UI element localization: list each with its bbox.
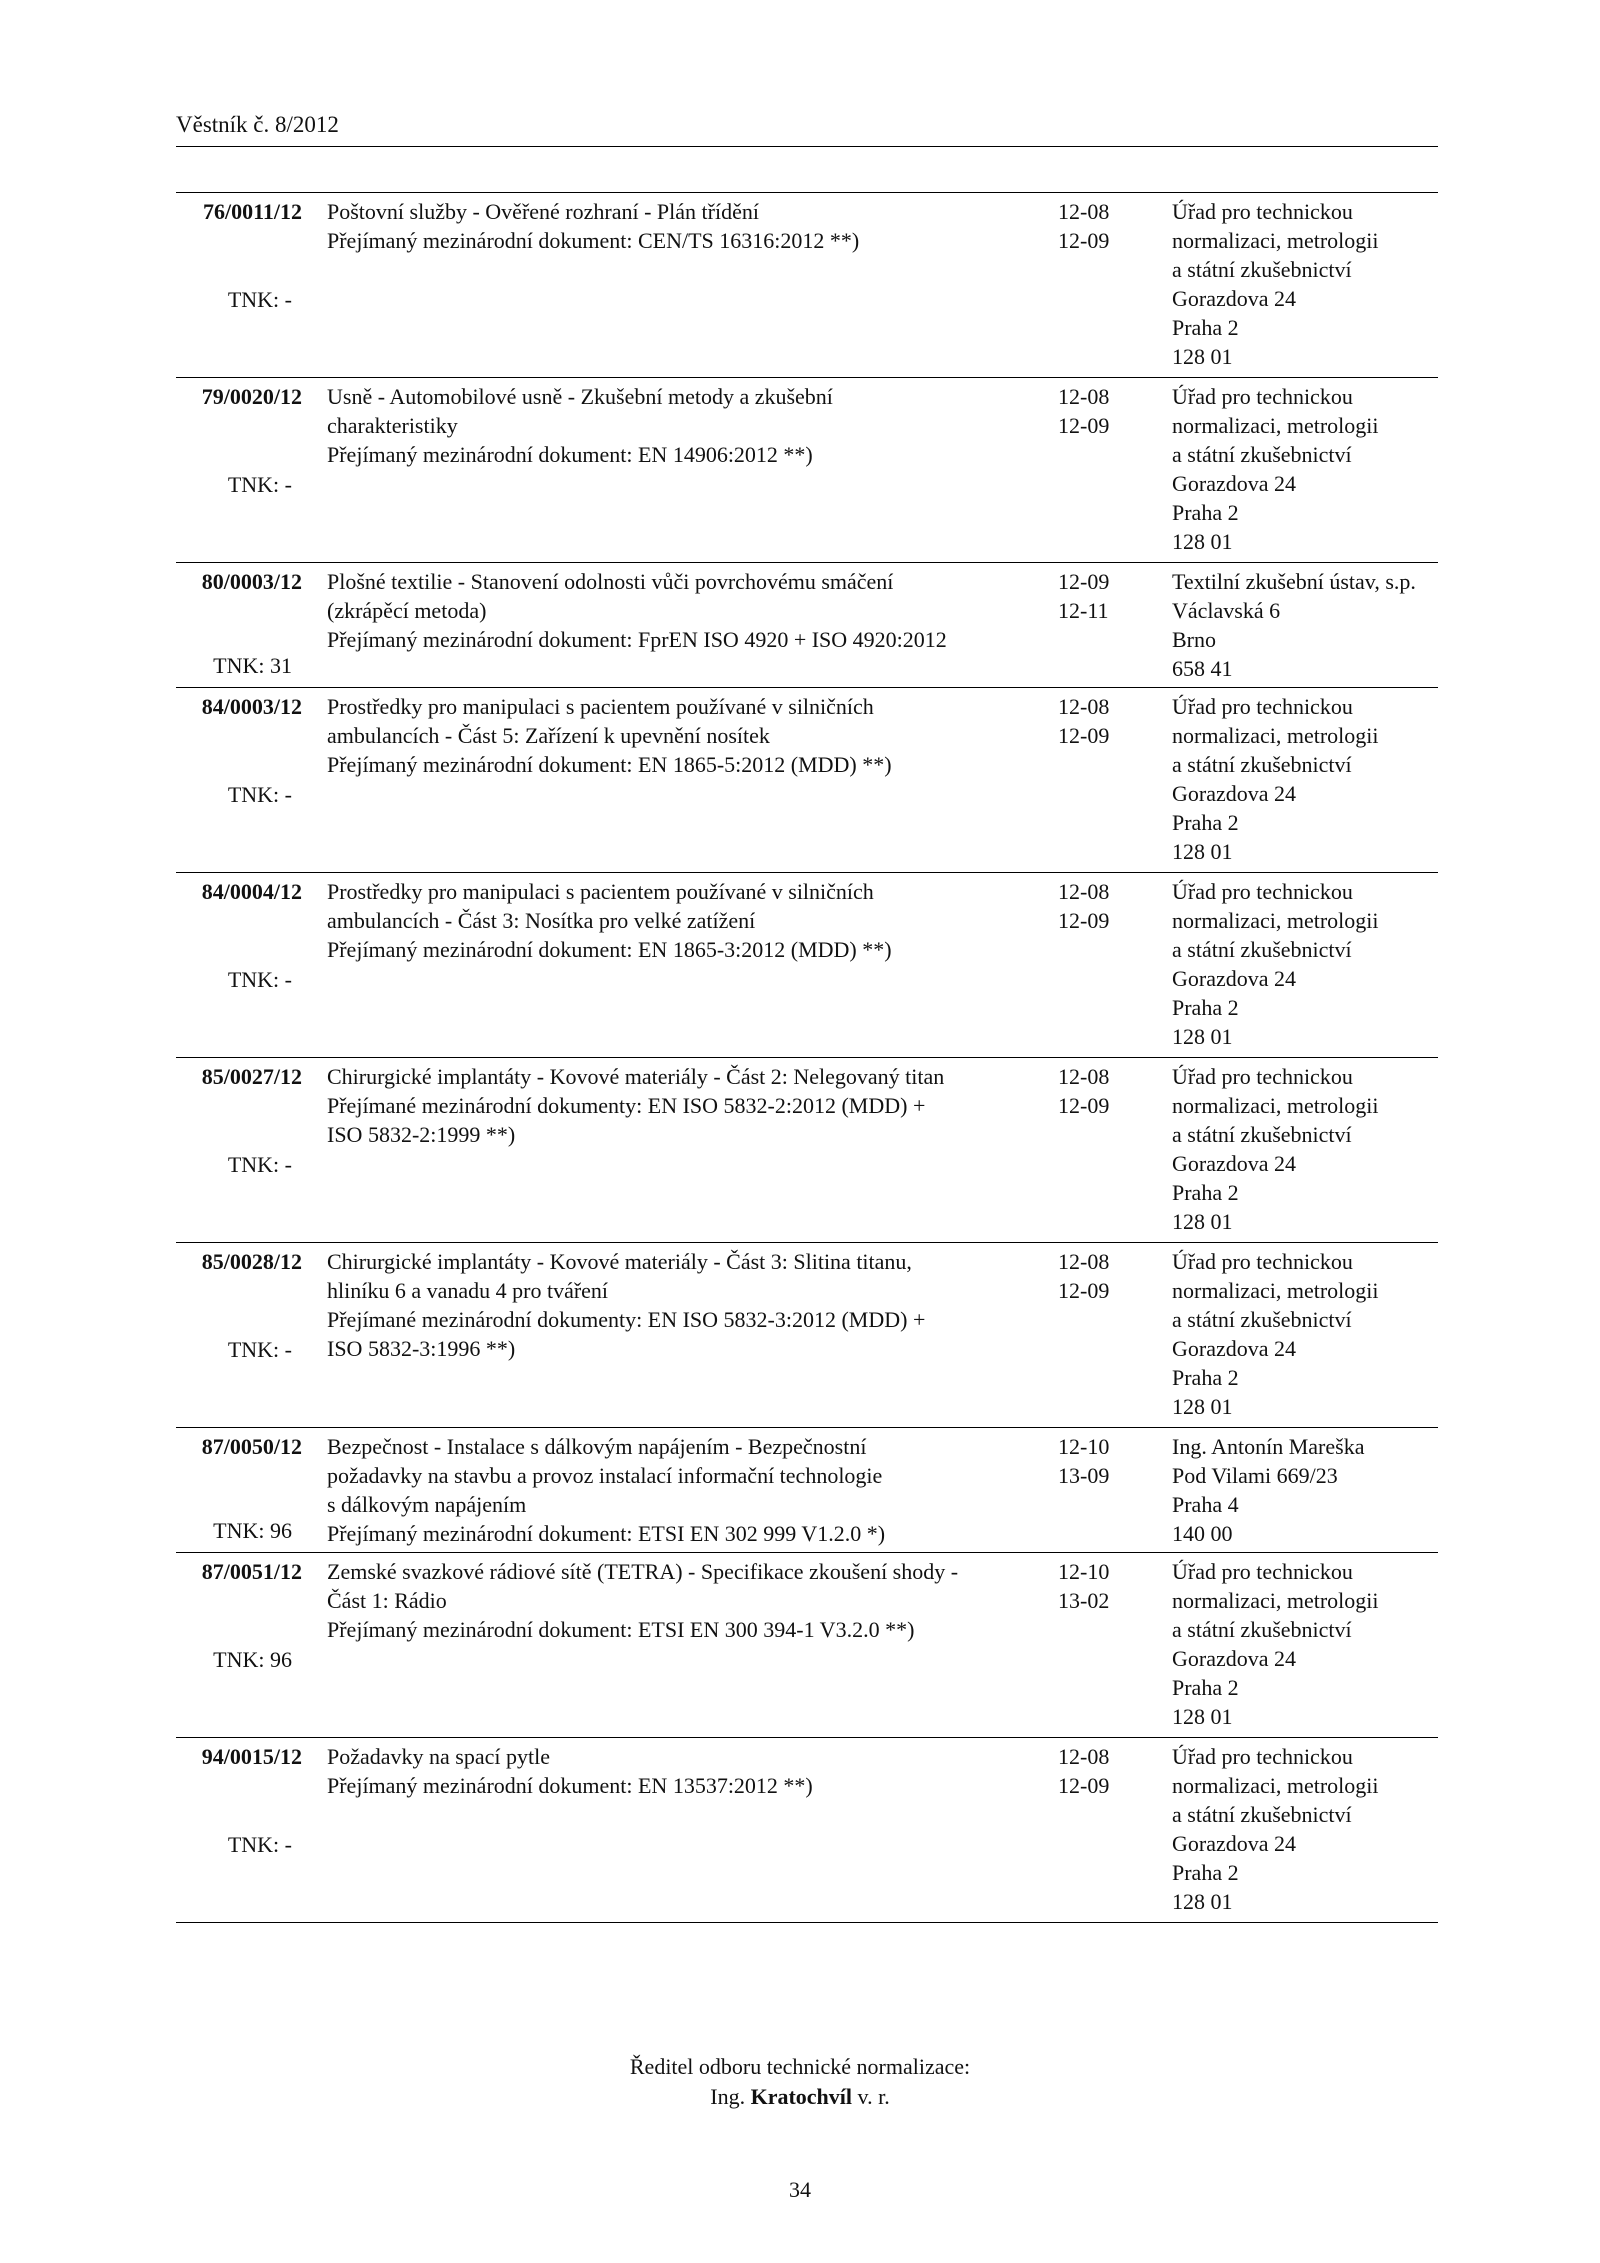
organization-line: Gorazdova 24	[1172, 1831, 1297, 1856]
standard-title-line: Přejímaný mezinárodní dokument: ETSI EN 302 999 V1.2.0 *)	[327, 1521, 886, 1546]
date-line: 12-09	[1058, 569, 1110, 594]
organization-line: Textilní zkušební ústav, s.p.	[1172, 569, 1416, 594]
organization-line: Úřad pro technickou	[1172, 694, 1353, 719]
tnk-label: TNK: -	[227, 782, 292, 807]
standard-title-line: Prostředky pro manipulaci s pacientem používané v silničních	[327, 879, 874, 904]
standard-title-line: Přejímané mezinárodní dokumenty: EN ISO 5832-2:2012 (MDD) +	[327, 1093, 926, 1118]
standard-title-line: Usně - Automobilové usně - Zkušební metody a zkušební	[327, 384, 833, 409]
standard-code: 85/0028/12	[201, 1249, 302, 1274]
organization-line: Praha 4	[1172, 1492, 1239, 1517]
date-line: 12-08	[1058, 1249, 1110, 1274]
organization-line: Gorazdova 24	[1172, 1151, 1297, 1176]
standard-title-line: Přejímaný mezinárodní dokument: FprEN ISO 4920 + ISO 4920:2012	[327, 627, 947, 652]
org-cell	[1172, 1062, 1438, 1236]
organization-line: Václavská 6	[1172, 598, 1281, 623]
organization-line: 128 01	[1172, 839, 1233, 864]
org-cell	[1172, 1247, 1438, 1421]
organization-line: normalizaci, metrologii	[1172, 1278, 1379, 1303]
organization-line: normalizaci, metrologii	[1172, 1588, 1379, 1613]
title-cell	[327, 567, 947, 654]
organization-line: a státní zkušebnictví	[1172, 1802, 1352, 1827]
organization-line: Úřad pro technickou	[1172, 384, 1353, 409]
dates-cell	[1058, 692, 1128, 750]
organization-line: Praha 2	[1172, 810, 1239, 835]
date-line: 12-08	[1058, 694, 1110, 719]
tnk-label: TNK: -	[227, 967, 292, 992]
standard-title-line: Požadavky na spací pytle	[327, 1744, 550, 1769]
dates-cell	[1058, 1557, 1128, 1615]
tnk-label: TNK: 96	[213, 1647, 292, 1672]
signature-name	[0, 2082, 1600, 2111]
org-cell	[1172, 1742, 1438, 1916]
organization-line: Praha 2	[1172, 1365, 1239, 1390]
title-cell	[327, 1247, 926, 1363]
organization-line: 128 01	[1172, 1394, 1233, 1419]
standard-title-line: Zemské svazkové rádiové sítě (TETRA) - Specifikace zkoušení shody -	[327, 1559, 959, 1584]
date-line: 12-09	[1058, 723, 1110, 748]
organization-line: normalizaci, metrologii	[1172, 723, 1379, 748]
title-cell	[327, 692, 892, 779]
organization-line: Praha 2	[1172, 995, 1239, 1020]
title-cell	[327, 1062, 945, 1149]
organization-line: Úřad pro technickou	[1172, 1249, 1353, 1274]
dates-cell	[1058, 877, 1128, 935]
table-row	[176, 1058, 1438, 1243]
dates-cell	[1058, 1062, 1128, 1120]
title-cell	[327, 877, 892, 964]
standard-title-line: Přejímaný mezinárodní dokument: ETSI EN 300 394-1 V3.2.0 **)	[327, 1617, 915, 1642]
organization-line: normalizaci, metrologii	[1172, 1773, 1379, 1798]
organization-line: Pod Vilami 669/23	[1172, 1463, 1338, 1488]
organization-line: Gorazdova 24	[1172, 1646, 1297, 1671]
date-line: 12-09	[1058, 1773, 1110, 1798]
organization-line: 128 01	[1172, 1024, 1233, 1049]
organization-line: Gorazdova 24	[1172, 1336, 1297, 1361]
organization-line: Gorazdova 24	[1172, 286, 1297, 311]
standard-title-line: ambulancích - Část 5: Zařízení k upevnění nosítek	[327, 723, 770, 748]
standard-title-line: ISO 5832-2:1999 **)	[327, 1122, 516, 1147]
organization-line: Praha 2	[1172, 500, 1239, 525]
title-cell	[327, 1432, 886, 1548]
organization-line: Úřad pro technickou	[1172, 199, 1353, 224]
organization-line: normalizaci, metrologii	[1172, 1093, 1379, 1118]
date-line: 12-08	[1058, 879, 1110, 904]
organization-line: Gorazdova 24	[1172, 471, 1297, 496]
organization-line: a státní zkušebnictví	[1172, 752, 1352, 777]
dates-cell	[1058, 567, 1128, 625]
date-line: 12-08	[1058, 384, 1110, 409]
organization-line: a státní zkušebnictví	[1172, 442, 1352, 467]
header-rule	[176, 146, 1438, 147]
date-line: 12-09	[1058, 228, 1110, 253]
organization-line: Brno	[1172, 627, 1216, 652]
organization-line: a státní zkušebnictví	[1172, 937, 1352, 962]
organization-line: Úřad pro technickou	[1172, 1559, 1353, 1584]
org-cell	[1172, 692, 1438, 866]
organization-line: normalizaci, metrologii	[1172, 228, 1379, 253]
organization-line: 658 41	[1172, 656, 1233, 681]
title-cell	[327, 1557, 959, 1644]
table-row	[176, 1428, 1438, 1553]
organization-line: 140 00	[1172, 1521, 1233, 1546]
title-cell	[327, 382, 857, 469]
org-cell	[1172, 382, 1438, 556]
standard-title-line: Část 1: Rádio	[327, 1588, 447, 1613]
standard-title-line: Poštovní služby - Ověřené rozhraní - Plán třídění	[327, 199, 759, 224]
date-line: 12-08	[1058, 1744, 1110, 1769]
signature-surname: Kratochvíl	[750, 2084, 853, 2109]
date-line: 13-09	[1058, 1463, 1110, 1488]
date-line: 12-08	[1058, 199, 1110, 224]
table-row	[176, 688, 1438, 873]
organization-line: a státní zkušebnictví	[1172, 1617, 1352, 1642]
organization-line: Gorazdova 24	[1172, 966, 1297, 991]
organization-line: Praha 2	[1172, 1180, 1239, 1205]
date-line: 12-10	[1058, 1434, 1110, 1459]
table-row	[176, 1738, 1438, 1923]
standard-code: 76/0011/12	[202, 199, 302, 224]
signature-prefix: Ing.	[710, 2084, 746, 2109]
dates-cell	[1058, 1742, 1128, 1800]
table-row	[176, 1553, 1438, 1738]
tnk-label: TNK: -	[227, 1832, 292, 1857]
title-cell	[327, 1742, 857, 1800]
standard-title-line: Přejímaný mezinárodní dokument: EN 1865-3:2012 (MDD) **)	[327, 937, 892, 962]
date-line: 12-09	[1058, 908, 1110, 933]
tnk-label: TNK: 96	[213, 1518, 292, 1543]
table-row	[176, 1243, 1438, 1428]
signature-title: Ředitel odboru technické normalizace:	[629, 2054, 971, 2079]
standard-title-line: ISO 5832-3:1996 **)	[327, 1336, 516, 1361]
standard-title-line: Prostředky pro manipulaci s pacientem používané v silničních	[327, 694, 874, 719]
standard-title-line: Přejímaný mezinárodní dokument: EN 13537:2012 **)	[327, 1773, 813, 1798]
organization-line: normalizaci, metrologii	[1172, 413, 1379, 438]
date-line: 12-09	[1058, 1278, 1110, 1303]
standard-code: 87/0051/12	[201, 1559, 302, 1584]
standard-code: 84/0004/12	[201, 879, 302, 904]
title-cell	[327, 197, 860, 255]
dates-cell	[1058, 382, 1128, 440]
standard-code: 80/0003/12	[201, 569, 302, 594]
organization-line: 128 01	[1172, 529, 1233, 554]
standard-title-line: s dálkovým napájením	[327, 1492, 527, 1517]
table-row	[176, 873, 1438, 1058]
standard-code: 87/0050/12	[201, 1434, 302, 1459]
organization-line: Úřad pro technickou	[1172, 1744, 1353, 1769]
organization-line: Ing. Antonín Mareška	[1172, 1434, 1365, 1459]
standard-code: 79/0020/12	[201, 384, 302, 409]
standard-title-line: (zkrápěcí metoda)	[327, 598, 487, 623]
signature-suffix: v. r.	[857, 2084, 890, 2109]
org-cell	[1172, 197, 1438, 371]
tnk-label: TNK: -	[227, 287, 292, 312]
standards-table	[176, 192, 1438, 1923]
table-row	[176, 378, 1438, 563]
standard-code: 94/0015/12	[201, 1744, 302, 1769]
organization-line: a státní zkušebnictví	[1172, 1307, 1352, 1332]
organization-line: Praha 2	[1172, 1860, 1239, 1885]
tnk-label: TNK: -	[227, 472, 292, 497]
organization-line: Praha 2	[1172, 315, 1239, 340]
date-line: 12-08	[1058, 1064, 1110, 1089]
date-line: 12-09	[1058, 413, 1110, 438]
org-cell	[1172, 567, 1438, 683]
org-cell	[1172, 1557, 1438, 1731]
standard-title-line: požadavky na stavbu a provoz instalací informační technologie	[327, 1463, 883, 1488]
standard-title-line: Chirurgické implantáty - Kovové materiály - Část 3: Slitina titanu,	[327, 1249, 912, 1274]
standard-title-line: hliníku 6 a vanadu 4 pro tváření	[327, 1278, 609, 1303]
tnk-label: TNK: 31	[213, 653, 292, 678]
standard-title-line: Přejímaný mezinárodní dokument: CEN/TS 16316:2012 **)	[327, 228, 860, 253]
standard-title-line: Přejímaný mezinárodní dokument: EN 14906:2012 **)	[327, 442, 813, 467]
organization-line: 128 01	[1172, 1704, 1233, 1729]
table-row	[176, 193, 1438, 378]
organization-line: 128 01	[1172, 344, 1233, 369]
organization-line: 128 01	[1172, 1209, 1233, 1234]
standard-title-line: charakteristiky	[327, 413, 458, 438]
organization-line: Úřad pro technickou	[1172, 879, 1353, 904]
page-header-title: Věstník č. 8/2012	[176, 112, 339, 137]
date-line: 13-02	[1058, 1588, 1110, 1613]
organization-line: Úřad pro technickou	[1172, 1064, 1353, 1089]
standard-code: 85/0027/12	[201, 1064, 302, 1089]
org-cell	[1172, 1432, 1438, 1548]
standard-code: 84/0003/12	[201, 694, 302, 719]
standard-title-line: ambulancích - Část 3: Nosítka pro velké zatížení	[327, 908, 756, 933]
organization-line: a státní zkušebnictví	[1172, 1122, 1352, 1147]
page-number: 34	[789, 2177, 811, 2202]
date-line: 12-09	[1058, 1093, 1110, 1118]
standard-title-line: Bezpečnost - Instalace s dálkovým napájením - Bezpečnostní	[327, 1434, 867, 1459]
standard-title-line: Chirurgické implantáty - Kovové materiály - Část 2: Nelegovaný titan	[327, 1064, 945, 1089]
organization-line: Gorazdova 24	[1172, 781, 1297, 806]
table-row	[176, 563, 1438, 688]
standard-title-line: Přejímané mezinárodní dokumenty: EN ISO 5832-3:2012 (MDD) +	[327, 1307, 926, 1332]
org-cell	[1172, 877, 1438, 1051]
organization-line: a státní zkušebnictví	[1172, 257, 1352, 282]
tnk-label: TNK: -	[227, 1152, 292, 1177]
organization-line: normalizaci, metrologii	[1172, 908, 1379, 933]
organization-line: Praha 2	[1172, 1675, 1239, 1700]
date-line: 12-11	[1058, 598, 1109, 623]
standard-title-line: Plošné textilie - Stanovení odolnosti vůči povrchovému smáčení	[327, 569, 894, 594]
dates-cell	[1058, 1432, 1128, 1490]
dates-cell	[1058, 197, 1128, 255]
organization-line: 128 01	[1172, 1889, 1233, 1914]
date-line: 12-10	[1058, 1559, 1110, 1584]
dates-cell	[1058, 1247, 1128, 1305]
tnk-label: TNK: -	[227, 1337, 292, 1362]
standard-title-line: Přejímaný mezinárodní dokument: EN 1865-5:2012 (MDD) **)	[327, 752, 892, 777]
